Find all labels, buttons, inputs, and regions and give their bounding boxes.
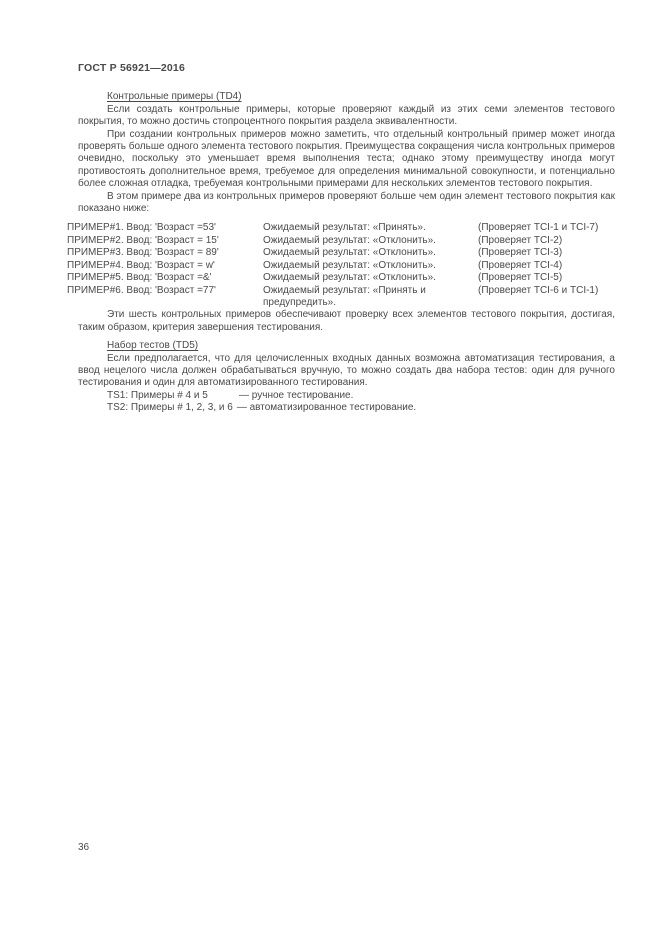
- example-input: ПРИМЕР#5. Ввод: 'Возраст =&': [67, 272, 212, 284]
- examples-table: [67, 222, 613, 309]
- example-result: Ожидаемый результат: «Отклонить».: [263, 259, 436, 271]
- table-row: [67, 247, 613, 259]
- example-checks: (Проверяет TCI-4): [478, 259, 563, 271]
- test-set-desc: — ручное тестирование.: [239, 389, 354, 401]
- example-result: Ожидаемый результат: «Принять и предупредить».: [263, 284, 426, 308]
- example-input: ПРИМЕР#2. Ввод: 'Возраст = 15': [67, 234, 219, 246]
- running-header: ГОСТ Р 56921—2016: [78, 62, 186, 74]
- td4-paragraph-1: Если создать контрольные примеры, которые проверяют каждый из этих семи элементов тестового покрытия, то можно достичь стопроцентного покрытия раздела эквивалентности.: [78, 103, 615, 128]
- test-set-line: [78, 402, 615, 414]
- example-checks: (Проверяет TCI-6 и TCI-1): [478, 284, 599, 296]
- table-row: [67, 272, 613, 284]
- example-result: Ожидаемый результат: «Принять».: [263, 222, 426, 234]
- page-number: 36: [78, 842, 90, 853]
- example-input: ПРИМЕР#1. Ввод: 'Возраст =53': [67, 222, 216, 234]
- example-checks: (Проверяет TCI-2): [478, 234, 563, 246]
- test-set-label: TS2: Примеры # 1, 2, 3, и 6: [107, 402, 233, 414]
- section-heading-td4: [78, 91, 615, 103]
- section-heading-td4-text: Контрольные примеры (TD4): [107, 91, 242, 103]
- example-result: Ожидаемый результат: «Отклонить».: [263, 234, 436, 246]
- example-input: ПРИМЕР#4. Ввод: 'Возраст = w': [67, 259, 215, 271]
- test-set-desc: — автоматизированное тестирование.: [236, 402, 417, 414]
- table-row: [67, 235, 613, 247]
- example-checks: (Проверяет TCI-1 и TCI-7): [478, 222, 599, 234]
- example-input: ПРИМЕР#3. Ввод: 'Возраст = 89': [67, 247, 219, 259]
- section-heading-td5-text: Набор тестов (TD5): [107, 340, 199, 352]
- table-row: [67, 222, 613, 234]
- example-input: ПРИМЕР#6. Ввод: 'Возраст =77': [67, 284, 216, 296]
- table-row: [67, 285, 613, 310]
- example-result: Ожидаемый результат: «Отклонить».: [263, 272, 436, 284]
- page-content: [67, 62, 615, 415]
- td5-paragraph-1: Если предполагается, что для целочисленных входных данных возможна автоматизация тестирования, а ввод нецелого числа должен обрабатываться вручную, то можно создать два набора тестов: один для ручного тестирования и один для автоматизированного тестирования.: [78, 352, 615, 389]
- example-checks: (Проверяет TCI-5): [478, 272, 563, 284]
- td4-paragraph-4: Эти шесть контрольных примеров обеспечивают проверку всех элементов тестового покрытия, достигая, таким образом, критерия завершения тестирования.: [78, 309, 615, 333]
- table-row: [67, 260, 613, 272]
- td4-paragraph-3: В этом примере два из контрольных примеров проверяют больше чем один элемент тестового покрытия как показано ниже:: [78, 190, 615, 215]
- test-set-label: TS1: Примеры # 4 и 5: [107, 389, 208, 401]
- section-heading-td5: [78, 340, 615, 352]
- example-checks: (Проверяет TCI-3): [478, 247, 563, 259]
- td4-paragraph-2: При создании контрольных примеров можно заметить, что отдельный контрольный пример может иногда проверять больше одного элемента тестового покрытия. Преимущества сокращения числа контрольных примеров очевидно, поскольку это уменьшает время выполнения теста; однако этому преимуществу иногда могут противостоять дополнительное время, требуемое для определения минимальной совокупности, и потенциально более сложная отладка, требуемая контрольными примерами для нескольких элементов тестового покрытия.: [78, 128, 615, 190]
- test-set-line: [78, 390, 615, 402]
- example-result: Ожидаемый результат: «Отклонить».: [263, 247, 436, 259]
